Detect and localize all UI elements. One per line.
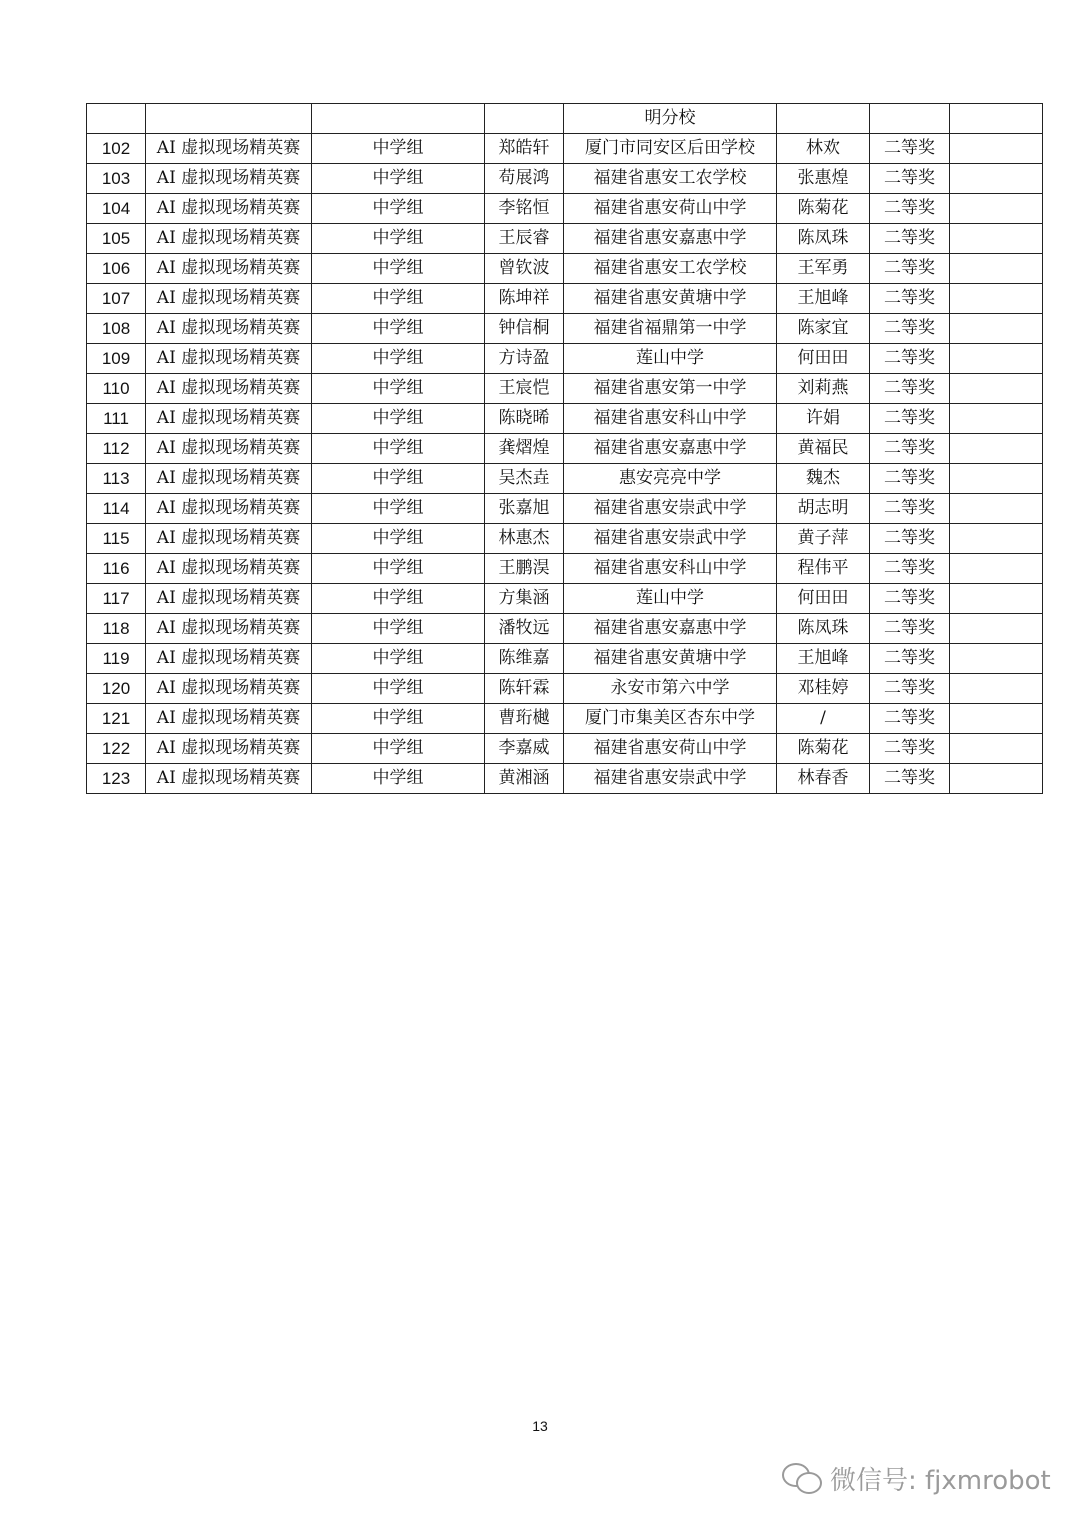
cell-remark [950,164,1043,194]
cell-school: 福建省惠安科山中学 [564,404,777,434]
cell-remark [950,674,1043,704]
cell-school: 福建省惠安第一中学 [564,374,777,404]
cell-school: 福建省惠安工农学校 [564,254,777,284]
cell-school: 厦门市同安区后田学校 [564,134,777,164]
cell-teacher: 王军勇 [777,254,870,284]
cell-school: 明分校 [564,104,777,134]
cell-competition: AI 虚拟现场精英赛 [146,494,312,524]
cell-number: 113 [87,464,146,494]
cell-school: 福建省惠安科山中学 [564,554,777,584]
table-row [87,554,1043,584]
cell-competition: AI 虚拟现场精英赛 [146,434,312,464]
table-row [87,164,1043,194]
table-row [87,644,1043,674]
cell-award: 二等奖 [870,284,950,314]
award-table-body [87,104,1043,794]
table-row [87,674,1043,704]
cell-student: 陈轩霖 [485,674,564,704]
cell-student: 苟展鸿 [485,164,564,194]
cell-remark [950,344,1043,374]
cell-competition: AI 虚拟现场精英赛 [146,644,312,674]
cell-number: 116 [87,554,146,584]
table-row [87,404,1043,434]
cell-number: 107 [87,284,146,314]
cell-school: 福建省惠安黄塘中学 [564,284,777,314]
watermark-label: 微信号: fjxmrobot [830,1465,1051,1496]
cell-competition: AI 虚拟现场精英赛 [146,464,312,494]
cell-teacher: 程伟平 [777,554,870,584]
table-row [87,434,1043,464]
cell-competition: AI 虚拟现场精英赛 [146,704,312,734]
cell-remark [950,524,1043,554]
cell-competition: AI 虚拟现场精英赛 [146,284,312,314]
cell-number: 106 [87,254,146,284]
cell-teacher: 林春香 [777,764,870,794]
cell-award: 二等奖 [870,554,950,584]
cell-group: 中学组 [312,374,485,404]
table-row [87,764,1043,794]
cell-number: 122 [87,734,146,764]
award-table-container [86,103,1042,794]
table-row [87,254,1043,284]
cell-group: 中学组 [312,464,485,494]
cell-teacher: 王旭峰 [777,284,870,314]
cell-group: 中学组 [312,134,485,164]
cell-award: 二等奖 [870,134,950,164]
cell-number: 108 [87,314,146,344]
cell-school: 福建省惠安嘉惠中学 [564,614,777,644]
cell-award: 二等奖 [870,644,950,674]
table-row [87,284,1043,314]
cell-number: 115 [87,524,146,554]
cell-award: 二等奖 [870,764,950,794]
table-row-continuation [87,104,1043,134]
cell-teacher: 黄子萍 [777,524,870,554]
cell-teacher: 陈家宜 [777,314,870,344]
table-row [87,314,1043,344]
cell-competition: AI 虚拟现场精英赛 [146,134,312,164]
cell-student: 王宸恺 [485,374,564,404]
cell-school: 永安市第六中学 [564,674,777,704]
cell-teacher: 刘莉燕 [777,374,870,404]
cell-group: 中学组 [312,434,485,464]
cell-competition: AI 虚拟现场精英赛 [146,164,312,194]
cell-group: 中学组 [312,194,485,224]
cell-group [312,104,485,134]
table-row [87,734,1043,764]
cell-group: 中学组 [312,584,485,614]
table-row [87,374,1043,404]
cell-number: 110 [87,374,146,404]
cell-number: 105 [87,224,146,254]
cell-remark [950,194,1043,224]
cell-school: 福建省惠安崇武中学 [564,494,777,524]
cell-number: 112 [87,434,146,464]
cell-number: 121 [87,704,146,734]
table-row [87,194,1043,224]
cell-teacher: 胡志明 [777,494,870,524]
cell-teacher: 陈菊花 [777,734,870,764]
cell-school: 福建省惠安嘉惠中学 [564,434,777,464]
cell-school: 福建省惠安荷山中学 [564,194,777,224]
cell-teacher: 黄福民 [777,434,870,464]
table-row [87,614,1043,644]
cell-remark [950,614,1043,644]
cell-teacher: 林欢 [777,134,870,164]
cell-remark [950,374,1043,404]
table-row [87,344,1043,374]
cell-competition: AI 虚拟现场精英赛 [146,254,312,284]
table-row [87,704,1043,734]
cell-award: 二等奖 [870,614,950,644]
cell-group: 中学组 [312,674,485,704]
cell-school: 莲山中学 [564,584,777,614]
cell-school: 福建省惠安荷山中学 [564,734,777,764]
cell-student: 龚熠煌 [485,434,564,464]
cell-student: 吴杰垚 [485,464,564,494]
cell-competition: AI 虚拟现场精英赛 [146,764,312,794]
cell-remark [950,254,1043,284]
cell-remark [950,224,1043,254]
cell-school: 惠安亮亮中学 [564,464,777,494]
cell-school: 厦门市集美区杏东中学 [564,704,777,734]
cell-student: 陈维嘉 [485,644,564,674]
cell-number: 104 [87,194,146,224]
cell-award: 二等奖 [870,704,950,734]
cell-student: 钟信桐 [485,314,564,344]
cell-remark [950,464,1043,494]
cell-group: 中学组 [312,524,485,554]
cell-number: 102 [87,134,146,164]
cell-award: 二等奖 [870,374,950,404]
cell-number: 118 [87,614,146,644]
cell-school: 福建省惠安黄塘中学 [564,644,777,674]
cell-remark [950,434,1043,464]
cell-number: 120 [87,674,146,704]
cell-award: 二等奖 [870,314,950,344]
cell-award: 二等奖 [870,494,950,524]
table-row [87,584,1043,614]
cell-teacher: 何田田 [777,344,870,374]
cell-student: 陈坤祥 [485,284,564,314]
cell-competition: AI 虚拟现场精英赛 [146,194,312,224]
cell-school: 福建省惠安工农学校 [564,164,777,194]
cell-award: 二等奖 [870,674,950,704]
cell-number [87,104,146,134]
cell-group: 中学组 [312,254,485,284]
cell-teacher: 王旭峰 [777,644,870,674]
cell-award [870,104,950,134]
cell-group: 中学组 [312,224,485,254]
cell-student: 李嘉威 [485,734,564,764]
cell-teacher: / [777,704,870,734]
cell-award: 二等奖 [870,254,950,284]
cell-teacher: 张惠煌 [777,164,870,194]
cell-teacher: 陈凤珠 [777,614,870,644]
cell-remark [950,734,1043,764]
cell-teacher [777,104,870,134]
cell-remark [950,704,1043,734]
cell-group: 中学组 [312,704,485,734]
cell-teacher: 魏杰 [777,464,870,494]
cell-group: 中学组 [312,734,485,764]
cell-remark [950,104,1043,134]
cell-award: 二等奖 [870,344,950,374]
table-row [87,224,1043,254]
cell-remark [950,134,1043,164]
cell-school: 福建省福鼎第一中学 [564,314,777,344]
cell-number: 119 [87,644,146,674]
cell-remark [950,644,1043,674]
cell-competition: AI 虚拟现场精英赛 [146,554,312,584]
cell-number: 114 [87,494,146,524]
cell-competition: AI 虚拟现场精英赛 [146,404,312,434]
cell-competition: AI 虚拟现场精英赛 [146,524,312,554]
cell-student: 曹珩樾 [485,704,564,734]
cell-group: 中学组 [312,344,485,374]
wechat-watermark [782,1458,1051,1498]
cell-student: 黄湘涵 [485,764,564,794]
cell-student: 陈晓晞 [485,404,564,434]
cell-competition: AI 虚拟现场精英赛 [146,674,312,704]
cell-competition: AI 虚拟现场精英赛 [146,614,312,644]
cell-remark [950,764,1043,794]
cell-group: 中学组 [312,644,485,674]
cell-teacher: 邓桂婷 [777,674,870,704]
cell-remark [950,314,1043,344]
table-row [87,494,1043,524]
cell-group: 中学组 [312,314,485,344]
cell-group: 中学组 [312,164,485,194]
cell-competition: AI 虚拟现场精英赛 [146,314,312,344]
cell-teacher: 陈菊花 [777,194,870,224]
cell-school: 莲山中学 [564,344,777,374]
cell-school: 福建省惠安嘉惠中学 [564,224,777,254]
table-row [87,464,1043,494]
cell-award: 二等奖 [870,464,950,494]
cell-competition: AI 虚拟现场精英赛 [146,344,312,374]
cell-competition: AI 虚拟现场精英赛 [146,734,312,764]
cell-school: 福建省惠安崇武中学 [564,524,777,554]
cell-student: 潘牧远 [485,614,564,644]
cell-student: 王辰睿 [485,224,564,254]
cell-award: 二等奖 [870,164,950,194]
cell-award: 二等奖 [870,524,950,554]
cell-number: 117 [87,584,146,614]
cell-number: 123 [87,764,146,794]
cell-award: 二等奖 [870,404,950,434]
cell-competition [146,104,312,134]
cell-group: 中学组 [312,404,485,434]
cell-number: 111 [87,404,146,434]
cell-competition: AI 虚拟现场精英赛 [146,584,312,614]
cell-teacher: 何田田 [777,584,870,614]
cell-award: 二等奖 [870,224,950,254]
cell-award: 二等奖 [870,734,950,764]
cell-award: 二等奖 [870,584,950,614]
cell-remark [950,284,1043,314]
cell-student: 曾钦波 [485,254,564,284]
cell-award: 二等奖 [870,194,950,224]
cell-student [485,104,564,134]
page-number: 13 [532,1418,548,1434]
cell-student: 郑皓轩 [485,134,564,164]
cell-teacher: 许娟 [777,404,870,434]
cell-group: 中学组 [312,494,485,524]
cell-school: 福建省惠安崇武中学 [564,764,777,794]
cell-remark [950,494,1043,524]
cell-group: 中学组 [312,764,485,794]
cell-award: 二等奖 [870,434,950,464]
cell-competition: AI 虚拟现场精英赛 [146,224,312,254]
cell-student: 林惠杰 [485,524,564,554]
cell-student: 张嘉旭 [485,494,564,524]
table-row [87,524,1043,554]
cell-student: 王鹏淏 [485,554,564,584]
table-row [87,134,1043,164]
cell-group: 中学组 [312,614,485,644]
cell-remark [950,404,1043,434]
wechat-icon [782,1461,822,1495]
cell-student: 李铭恒 [485,194,564,224]
cell-remark [950,584,1043,614]
cell-number: 103 [87,164,146,194]
award-table [86,103,1043,794]
cell-student: 方诗盈 [485,344,564,374]
cell-remark [950,554,1043,584]
cell-group: 中学组 [312,284,485,314]
cell-student: 方集涵 [485,584,564,614]
cell-group: 中学组 [312,554,485,584]
cell-competition: AI 虚拟现场精英赛 [146,374,312,404]
cell-number: 109 [87,344,146,374]
cell-teacher: 陈凤珠 [777,224,870,254]
